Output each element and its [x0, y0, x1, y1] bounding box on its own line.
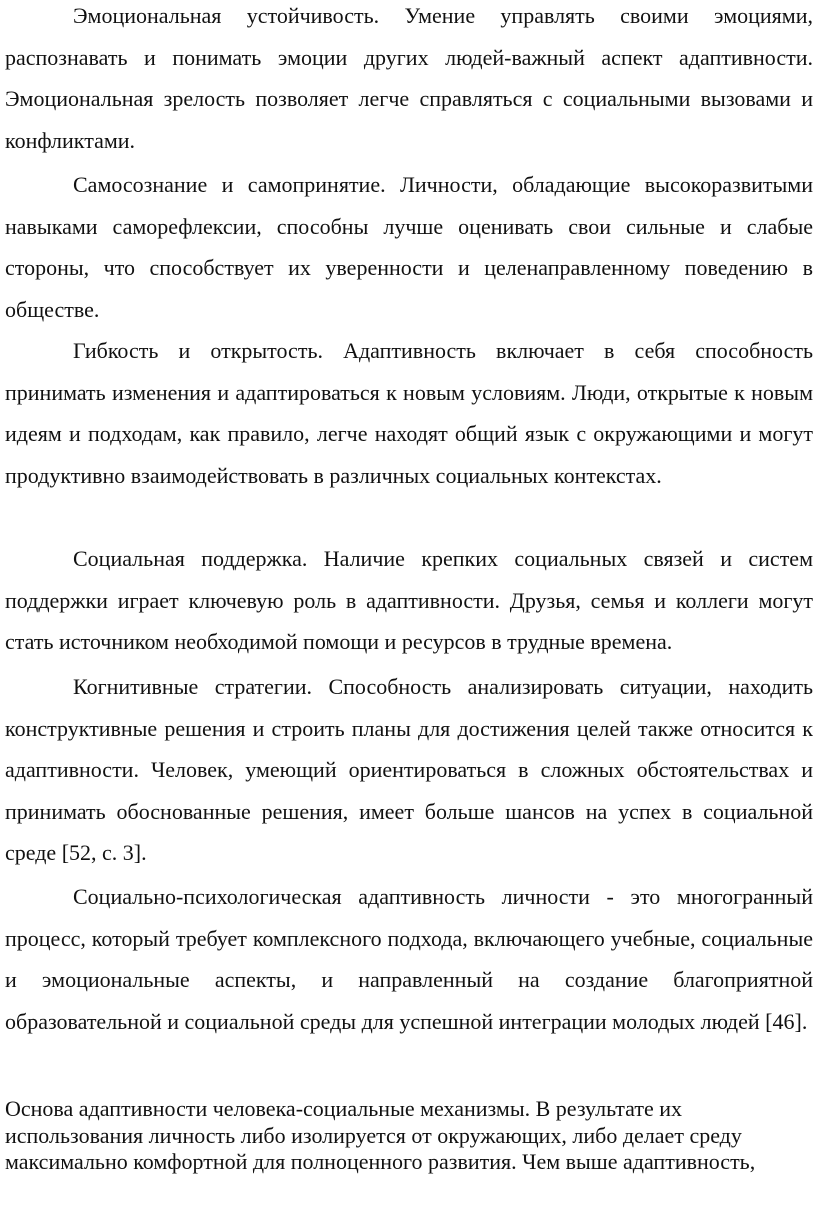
paragraph-cognitive-strategies: Когнитивные стратегии. Способность анализировать ситуации, находить конструктивные решения и строить планы для достижения целей также относится к адаптивности. Человек, умеющий ориентироваться в сложных обстоятельствах и принимать обоснованные решения, имеет больше шансов на успех в социальной среде [52, с. 3].: [5, 674, 813, 866]
paragraph-emotional-stability: Эмоциональная устойчивость. Умение управлять своими эмоциями, распознавать и понимать эмоции других людей-важный аспект адаптивности. Эмоциональная зрелость позволяет легче справляться с социальными вызовами и конфликтами.: [5, 3, 813, 153]
paragraph-socio-psychological-adaptivity: Социально-психологическая адаптивность личности - это многогранный процесс, который требует комплексного подхода, включающего учебные, социальные и эмоциональные аспекты, и направленный на создание благоприятной образовательной и социальной среды для успешной интеграции молодых людей [46].: [5, 884, 813, 1034]
paragraph-self-awareness: Самосознание и самопринятие. Личности, обладающие высокоразвитыми навыками саморефлексии, способны лучше оценивать свои сильные и слабые стороны, что способствует их уверенности и целенаправленному поведению в обществе.: [5, 172, 813, 322]
paragraph-social-support: Социальная поддержка. Наличие крепких социальных связей и систем поддержки играет ключевую роль в адаптивности. Друзья, семья и коллеги могут стать источником необходимой помощи и ресурсов в трудные времена.: [5, 546, 813, 655]
paragraph-flexibility-openness: Гибкость и открытость. Адаптивность включает в себя способность принимать изменения и адаптироваться к новым условиям. Люди, открытые к новым идеям и подходам, как правило, легче находят общий язык с окружающими и могут продуктивно взаимодействовать в различных социальных контекстах.: [5, 338, 813, 488]
paragraph-social-mechanisms: Основа адаптивности человека-социальные механизмы. В результате их использования личность либо изолируется от окружающих, либо делает среду максимально комфортной для полноценного развития. Чем выше адаптивность,: [5, 1096, 756, 1174]
